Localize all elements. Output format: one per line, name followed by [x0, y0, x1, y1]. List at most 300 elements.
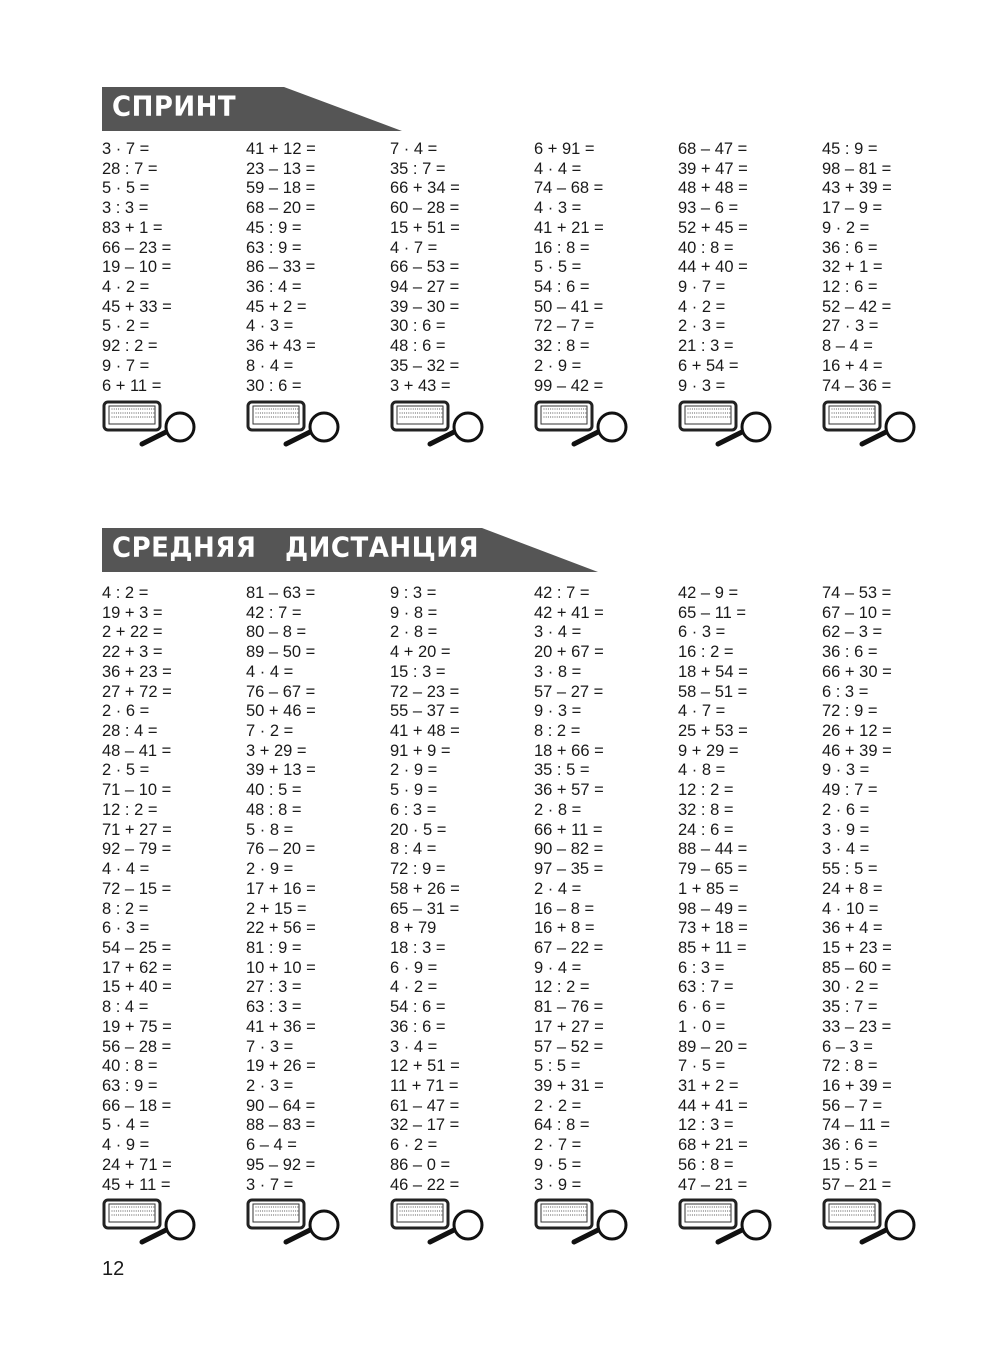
exercise-item: 12 : 3 =	[678, 1116, 734, 1135]
exercise-item: 45 + 11 =	[102, 1175, 171, 1194]
exercise-item: 90 – 64 =	[246, 1096, 316, 1115]
exercise-item: 5 · 8 =	[246, 820, 294, 839]
exercise-item: 49 : 7 =	[822, 781, 878, 800]
stopwatch-display-icon	[680, 1200, 736, 1228]
exercise-item: 8 – 4 =	[822, 337, 873, 356]
exercise-item: 66 + 34 =	[390, 179, 460, 198]
exercise-column	[822, 584, 962, 1195]
exercise-item: 2 + 22 =	[102, 623, 163, 642]
exercise-item: 5 · 4 =	[102, 1116, 150, 1135]
exercise-item: 42 – 9 =	[678, 584, 739, 602]
exercise-item: 36 : 6 =	[822, 238, 878, 257]
exercise-column	[534, 584, 674, 1195]
exercise-item: 3 + 29 =	[246, 741, 307, 760]
exercise-item: 9 · 7 =	[678, 278, 726, 297]
exercise-item: 4 · 4 =	[534, 159, 582, 178]
exercise-item: 40 : 5 =	[246, 781, 302, 800]
exercise-item: 36 : 6 =	[390, 1017, 446, 1036]
exercise-item: 3 · 9 =	[534, 1175, 582, 1194]
exercise-item: 5 · 2 =	[102, 317, 150, 336]
exercise-item: 24 : 6 =	[678, 820, 734, 839]
exercise-item: 12 : 6 =	[822, 278, 878, 297]
exercise-item: 68 – 20 =	[246, 199, 316, 218]
exercise-item: 39 + 13 =	[246, 761, 316, 780]
exercise-column	[822, 140, 962, 396]
exercise-item: 6 · 3 =	[678, 623, 726, 642]
exercise-item: 6 · 6 =	[678, 998, 726, 1017]
exercise-item: 64 : 8 =	[534, 1116, 590, 1135]
exercise-item: 95 – 92 =	[246, 1155, 316, 1174]
exercise-item: 86 – 33 =	[246, 258, 316, 277]
exercise-item: 47 – 21 =	[678, 1175, 748, 1194]
exercise-item: 86 – 0 =	[390, 1155, 451, 1174]
exercise-item: 8 : 4 =	[102, 998, 149, 1017]
exercise-item: 81 : 9 =	[246, 938, 302, 957]
exercise-item: 20 · 5 =	[390, 820, 447, 839]
exercise-item: 4 · 4 =	[246, 662, 294, 681]
exercise-item: 36 : 6 =	[822, 1136, 878, 1155]
exercise-item: 30 : 6 =	[390, 317, 446, 336]
exercise-item: 30 · 2 =	[822, 978, 879, 997]
stopwatch-display-icon	[392, 1200, 448, 1228]
exercise-item: 63 : 3 =	[246, 998, 302, 1017]
exercise-item: 76 – 20 =	[246, 840, 316, 859]
exercise-item: 1 + 85 =	[678, 879, 739, 898]
timer-check-icon	[246, 1198, 342, 1248]
exercise-item: 28 : 7 =	[102, 159, 158, 178]
exercise-item: 58 + 26 =	[390, 879, 460, 898]
exercise-item: 2 · 6 =	[822, 800, 870, 819]
exercise-item: 16 : 2 =	[678, 643, 734, 662]
timer-check-icon	[534, 1198, 630, 1248]
exercise-item: 59 – 18 =	[246, 179, 316, 198]
exercise-item: 42 + 41 =	[534, 603, 604, 622]
exercise-item: 35 : 5 =	[534, 761, 590, 780]
exercise-item: 16 – 8 =	[534, 899, 595, 918]
exercise-item: 83 + 1 =	[102, 218, 163, 237]
exercise-item: 12 : 2 =	[102, 800, 158, 819]
exercise-item: 81 – 63 =	[246, 584, 316, 602]
exercise-item: 7 · 5 =	[678, 1057, 726, 1076]
timer-check-icon	[102, 400, 198, 450]
exercise-item: 50 + 46 =	[246, 702, 316, 721]
exercise-item: 28 : 4 =	[102, 722, 158, 741]
exercise-item: 3 · 4 =	[822, 840, 870, 859]
timer-check-icon	[822, 1198, 918, 1248]
exercise-item: 32 : 8 =	[678, 800, 734, 819]
exercise-item: 56 – 7 =	[822, 1096, 883, 1115]
exercise-item: 73 + 18 =	[678, 919, 748, 938]
exercise-item: 46 + 39 =	[822, 741, 892, 760]
exercise-item: 1 · 0 =	[678, 1017, 726, 1036]
exercise-item: 24 + 71 =	[102, 1155, 172, 1174]
exercise-item: 3 + 43 =	[390, 376, 451, 395]
exercise-item: 52 – 42 =	[822, 297, 892, 316]
exercise-item: 66 – 23 =	[102, 238, 172, 257]
exercise-item: 2 · 4 =	[534, 879, 582, 898]
exercise-item: 39 + 31 =	[534, 1076, 604, 1095]
exercise-item: 56 : 8 =	[678, 1155, 734, 1174]
exercise-item: 9 · 3 =	[822, 761, 870, 780]
exercise-item: 2 · 8 =	[534, 800, 582, 819]
exercise-item: 40 : 8 =	[102, 1057, 158, 1076]
exercise-item: 41 + 12 =	[246, 140, 316, 158]
exercise-column	[102, 140, 242, 396]
exercise-item: 4 · 8 =	[678, 761, 726, 780]
exercise-item: 27 + 72 =	[102, 682, 172, 701]
exercise-item: 63 : 9 =	[102, 1076, 158, 1095]
exercise-column	[246, 140, 386, 396]
exercise-column	[390, 584, 530, 1195]
exercise-item: 12 : 2 =	[678, 781, 734, 800]
exercise-item: 42 : 7 =	[534, 584, 590, 602]
exercise-item: 72 – 15 =	[102, 879, 172, 898]
exercise-item: 18 + 66 =	[534, 741, 604, 760]
exercise-item: 65 – 31 =	[390, 899, 460, 918]
exercise-item: 45 : 9 =	[822, 140, 878, 158]
exercise-item: 19 + 75 =	[102, 1017, 172, 1036]
exercise-item: 2 · 3 =	[678, 317, 726, 336]
exercise-item: 57 – 52 =	[534, 1037, 604, 1056]
exercise-item: 16 + 4 =	[822, 356, 883, 375]
exercise-item: 3 · 8 =	[534, 662, 582, 681]
exercise-item: 36 : 4 =	[246, 278, 302, 297]
exercise-item: 9 : 3 =	[390, 584, 437, 602]
exercise-item: 57 – 27 =	[534, 682, 604, 701]
exercise-item: 43 + 39 =	[822, 179, 892, 198]
exercise-item: 62 – 3 =	[822, 623, 883, 642]
exercise-item: 36 + 23 =	[102, 662, 172, 681]
exercise-item: 16 : 8 =	[534, 238, 590, 257]
exercise-item: 88 – 83 =	[246, 1116, 316, 1135]
exercise-item: 32 : 8 =	[534, 337, 590, 356]
exercise-item: 5 · 5 =	[534, 258, 582, 277]
exercise-item: 54 – 25 =	[102, 938, 172, 957]
exercise-item: 97 – 35 =	[534, 860, 604, 879]
timer-check-icon	[102, 1198, 198, 1248]
exercise-column	[534, 140, 674, 396]
timer-check-icon	[678, 1198, 774, 1248]
exercise-item: 72 – 7 =	[534, 317, 595, 336]
exercise-item: 15 : 5 =	[822, 1155, 878, 1174]
exercise-item: 57 – 21 =	[822, 1175, 892, 1194]
exercise-item: 4 · 7 =	[390, 238, 438, 257]
exercise-item: 45 + 2 =	[246, 297, 307, 316]
exercise-item: 3 · 7 =	[246, 1175, 294, 1194]
exercise-item: 3 : 3 =	[102, 199, 149, 218]
stopwatch-display-icon	[536, 402, 592, 430]
exercise-item: 68 + 21 =	[678, 1136, 748, 1155]
exercise-item: 94 – 27 =	[390, 278, 460, 297]
timer-check-icon	[246, 400, 342, 450]
exercise-item: 41 + 21 =	[534, 218, 604, 237]
exercise-item: 98 – 81 =	[822, 159, 892, 178]
exercise-item: 5 · 9 =	[390, 781, 438, 800]
exercise-column	[102, 584, 242, 1195]
exercise-item: 3 · 4 =	[390, 1037, 438, 1056]
exercise-item: 92 : 2 =	[102, 337, 158, 356]
exercise-item: 68 – 47 =	[678, 140, 748, 158]
exercise-item: 71 + 27 =	[102, 820, 172, 839]
exercise-item: 19 + 26 =	[246, 1057, 316, 1076]
exercise-item: 6 + 11 =	[102, 376, 162, 395]
timer-check-icon	[822, 400, 918, 450]
exercise-item: 16 + 39 =	[822, 1076, 892, 1095]
exercise-item: 4 + 20 =	[390, 643, 451, 662]
exercise-item: 27 · 3 =	[822, 317, 879, 336]
exercise-item: 2 · 9 =	[390, 761, 438, 780]
exercise-item: 22 + 56 =	[246, 919, 316, 938]
section-title: СРЕДНЯЯ ДИСТАНЦИЯ	[112, 532, 480, 564]
exercise-item: 93 – 6 =	[678, 199, 739, 218]
exercise-item: 67 – 22 =	[534, 938, 604, 957]
exercise-item: 2 · 3 =	[246, 1076, 294, 1095]
exercise-item: 89 – 20 =	[678, 1037, 748, 1056]
exercise-item: 89 – 50 =	[246, 643, 316, 662]
exercise-item: 30 : 6 =	[246, 376, 302, 395]
exercise-item: 27 : 3 =	[246, 978, 302, 997]
timer-check-icon	[534, 400, 630, 450]
exercise-item: 79 – 65 =	[678, 860, 748, 879]
exercise-item: 2 · 9 =	[246, 860, 294, 879]
exercise-item: 41 + 36 =	[246, 1017, 316, 1036]
exercise-column	[246, 584, 386, 1195]
exercise-item: 92 – 79 =	[102, 840, 172, 859]
exercise-item: 6 : 3 =	[822, 682, 869, 701]
exercise-item: 22 + 3 =	[102, 643, 163, 662]
exercise-item: 50 – 41 =	[534, 297, 604, 316]
exercise-item: 9 · 3 =	[678, 376, 726, 395]
exercise-item: 39 + 47 =	[678, 159, 748, 178]
exercise-item: 4 : 2 =	[102, 584, 149, 602]
exercise-item: 40 : 8 =	[678, 238, 734, 257]
exercise-item: 2 · 8 =	[390, 623, 438, 642]
exercise-item: 2 + 15 =	[246, 899, 307, 918]
section-banner	[102, 87, 402, 131]
stopwatch-display-icon	[680, 402, 736, 430]
stopwatch-display-icon	[824, 402, 880, 430]
exercise-item: 16 + 8 =	[534, 919, 595, 938]
exercise-item: 8 + 79	[390, 919, 437, 938]
exercise-item: 85 – 60 =	[822, 958, 892, 977]
exercise-item: 45 : 9 =	[246, 218, 302, 237]
exercise-column	[390, 140, 530, 396]
exercise-column	[678, 584, 818, 1195]
stopwatch-display-icon	[824, 1200, 880, 1228]
exercise-item: 45 + 33 =	[102, 297, 172, 316]
exercise-item: 72 – 23 =	[390, 682, 460, 701]
exercise-item: 21 : 3 =	[678, 337, 734, 356]
exercise-item: 4 · 3 =	[534, 199, 582, 218]
exercise-item: 6 · 9 =	[390, 958, 438, 977]
exercise-item: 2 · 5 =	[102, 761, 150, 780]
exercise-item: 48 : 8 =	[246, 800, 302, 819]
exercise-item: 24 + 8 =	[822, 879, 883, 898]
exercise-item: 3 · 7 =	[102, 140, 150, 158]
exercise-item: 15 + 23 =	[822, 938, 892, 957]
stopwatch-display-icon	[104, 1200, 160, 1228]
exercise-item: 66 – 18 =	[102, 1096, 172, 1115]
exercise-item: 52 + 45 =	[678, 218, 748, 237]
exercise-item: 4 · 10 =	[822, 899, 879, 918]
exercise-item: 6 – 4 =	[246, 1136, 297, 1155]
exercise-item: 4 · 4 =	[102, 860, 150, 879]
exercise-item: 11 + 71 =	[390, 1076, 459, 1095]
exercise-item: 8 : 2 =	[102, 899, 149, 918]
exercise-item: 66 – 53 =	[390, 258, 460, 277]
exercise-item: 60 – 28 =	[390, 199, 460, 218]
exercise-item: 91 + 9 =	[390, 741, 451, 760]
exercise-column	[678, 140, 818, 396]
exercise-item: 33 – 23 =	[822, 1017, 892, 1036]
exercise-item: 35 : 7 =	[390, 159, 446, 178]
exercise-item: 17 + 62 =	[102, 958, 172, 977]
exercise-item: 99 – 42 =	[534, 376, 604, 395]
exercise-item: 15 + 40 =	[102, 978, 172, 997]
exercise-item: 6 – 3 =	[822, 1037, 873, 1056]
exercise-item: 74 – 11 =	[822, 1116, 891, 1135]
exercise-item: 72 : 9 =	[390, 860, 446, 879]
exercise-item: 54 : 6 =	[390, 998, 446, 1017]
section-banner	[102, 528, 598, 572]
exercise-item: 9 + 29 =	[678, 741, 739, 760]
stopwatch-display-icon	[248, 1200, 304, 1228]
exercise-item: 74 – 53 =	[822, 584, 892, 602]
exercise-item: 4 · 2 =	[678, 297, 726, 316]
exercise-item: 18 : 3 =	[390, 938, 446, 957]
exercise-item: 46 – 22 =	[390, 1175, 460, 1194]
exercise-item: 18 + 54 =	[678, 662, 748, 681]
exercise-item: 7 · 4 =	[390, 140, 438, 158]
exercise-item: 80 – 8 =	[246, 623, 307, 642]
exercise-item: 15 + 51 =	[390, 218, 460, 237]
exercise-item: 44 + 41 =	[678, 1096, 748, 1115]
exercise-item: 66 + 30 =	[822, 662, 892, 681]
exercise-item: 98 – 49 =	[678, 899, 748, 918]
exercise-item: 56 – 28 =	[102, 1037, 172, 1056]
exercise-item: 9 · 5 =	[534, 1155, 582, 1174]
exercise-item: 65 – 11 =	[678, 603, 747, 622]
exercise-item: 4 · 2 =	[390, 978, 438, 997]
exercise-item: 74 – 68 =	[534, 179, 604, 198]
exercise-item: 6 · 3 =	[102, 919, 150, 938]
exercise-item: 88 – 44 =	[678, 840, 748, 859]
exercise-item: 4 · 9 =	[102, 1136, 150, 1155]
exercise-item: 32 + 1 =	[822, 258, 883, 277]
exercise-item: 7 · 2 =	[246, 722, 294, 741]
exercise-item: 4 · 7 =	[678, 702, 726, 721]
stopwatch-display-icon	[104, 402, 160, 430]
exercise-item: 2 · 9 =	[534, 356, 582, 375]
exercise-item: 85 + 11 =	[678, 938, 747, 957]
exercise-item: 9 · 4 =	[534, 958, 582, 977]
exercise-item: 67 – 10 =	[822, 603, 892, 622]
exercise-item: 42 : 7 =	[246, 603, 302, 622]
exercise-item: 6 + 91 =	[534, 140, 595, 158]
timer-check-icon	[390, 1198, 486, 1248]
exercise-item: 39 – 30 =	[390, 297, 460, 316]
exercise-item: 19 – 10 =	[102, 258, 172, 277]
exercise-item: 15 : 3 =	[390, 662, 446, 681]
exercise-item: 9 · 2 =	[822, 218, 870, 237]
stopwatch-display-icon	[392, 402, 448, 430]
stopwatch-display-icon	[248, 402, 304, 430]
exercise-item: 6 : 3 =	[678, 958, 725, 977]
exercise-item: 19 + 3 =	[102, 603, 163, 622]
exercise-item: 23 – 13 =	[246, 159, 316, 178]
exercise-item: 63 : 7 =	[678, 978, 734, 997]
exercise-item: 6 : 3 =	[390, 800, 437, 819]
exercise-item: 2 · 2 =	[534, 1096, 582, 1115]
page-number: 12	[102, 1258, 125, 1280]
exercise-item: 48 – 41 =	[102, 741, 172, 760]
exercise-item: 36 + 43 =	[246, 337, 316, 356]
exercise-item: 6 · 2 =	[390, 1136, 438, 1155]
exercise-item: 8 : 4 =	[390, 840, 437, 859]
exercise-item: 48 + 48 =	[678, 179, 748, 198]
exercise-item: 72 : 9 =	[822, 702, 878, 721]
exercise-item: 2 · 7 =	[534, 1136, 582, 1155]
exercise-item: 61 – 47 =	[390, 1096, 460, 1115]
exercise-item: 41 + 48 =	[390, 722, 460, 741]
exercise-item: 90 – 82 =	[534, 840, 604, 859]
timer-check-icon	[678, 400, 774, 450]
exercise-item: 74 – 36 =	[822, 376, 892, 395]
exercise-item: 6 + 54 =	[678, 356, 739, 375]
exercise-item: 36 + 4 =	[822, 919, 883, 938]
exercise-item: 71 – 10 =	[102, 781, 172, 800]
exercise-item: 17 + 16 =	[246, 879, 316, 898]
exercise-item: 31 + 2 =	[678, 1076, 739, 1095]
exercise-item: 72 : 8 =	[822, 1057, 878, 1076]
exercise-item: 48 : 6 =	[390, 337, 446, 356]
exercise-item: 2 · 6 =	[102, 702, 150, 721]
exercise-item: 4 · 2 =	[102, 278, 150, 297]
exercise-item: 54 : 6 =	[534, 278, 590, 297]
exercise-item: 81 – 76 =	[534, 998, 604, 1017]
exercise-item: 5 · 5 =	[102, 179, 150, 198]
exercise-item: 36 + 57 =	[534, 781, 604, 800]
exercise-item: 3 · 4 =	[534, 623, 582, 642]
exercise-item: 17 + 27 =	[534, 1017, 604, 1036]
exercise-item: 8 · 4 =	[246, 356, 294, 375]
exercise-item: 20 + 67 =	[534, 643, 604, 662]
exercise-item: 4 · 3 =	[246, 317, 294, 336]
exercise-item: 12 : 2 =	[534, 978, 590, 997]
exercise-item: 63 : 9 =	[246, 238, 302, 257]
exercise-item: 9 · 7 =	[102, 356, 150, 375]
exercise-item: 7 · 3 =	[246, 1037, 294, 1056]
exercise-item: 36 : 6 =	[822, 643, 878, 662]
exercise-item: 44 + 40 =	[678, 258, 748, 277]
exercise-item: 66 + 11 =	[534, 820, 603, 839]
exercise-item: 8 : 2 =	[534, 722, 581, 741]
exercise-item: 5 : 5 =	[534, 1057, 581, 1076]
exercise-item: 17 – 9 =	[822, 199, 883, 218]
exercise-item: 25 + 53 =	[678, 722, 748, 741]
section-title: СПРИНТ	[112, 91, 237, 123]
exercise-item: 35 – 32 =	[390, 356, 460, 375]
exercise-item: 58 – 51 =	[678, 682, 748, 701]
timer-check-icon	[390, 400, 486, 450]
exercise-item: 32 – 17 =	[390, 1116, 460, 1135]
exercise-item: 55 – 37 =	[390, 702, 460, 721]
exercise-item: 3 · 9 =	[822, 820, 870, 839]
stopwatch-display-icon	[536, 1200, 592, 1228]
exercise-item: 12 + 51 =	[390, 1057, 460, 1076]
exercise-item: 9 · 3 =	[534, 702, 582, 721]
exercise-item: 35 : 7 =	[822, 998, 878, 1017]
